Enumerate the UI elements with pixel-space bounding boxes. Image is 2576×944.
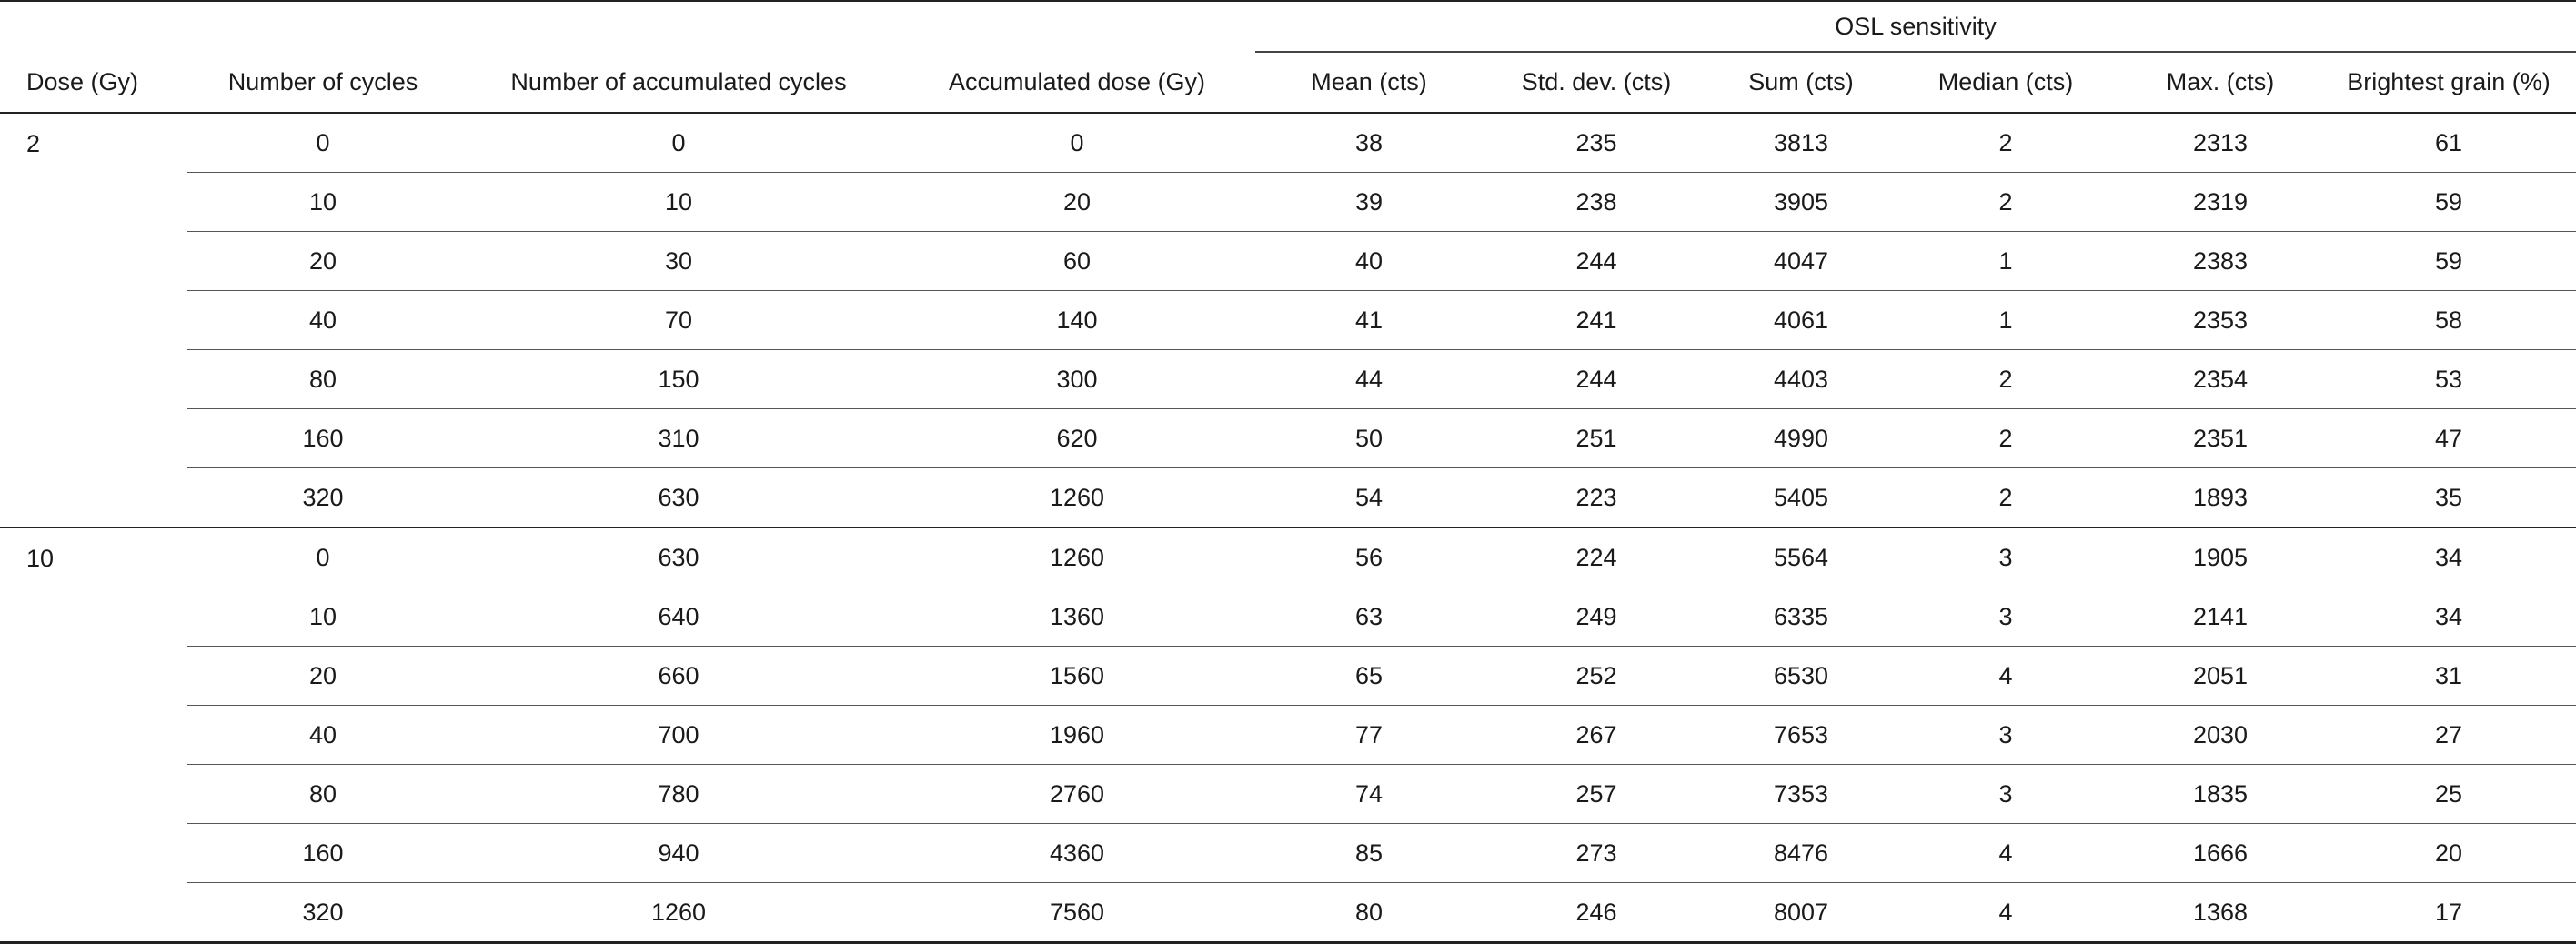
table-cell: 150 <box>458 350 899 409</box>
column-header-median: Median (cts) <box>1892 52 2119 113</box>
column-header-sum: Sum (cts) <box>1710 52 1892 113</box>
table-cell: 320 <box>187 468 458 528</box>
table-cell: 5405 <box>1710 468 1892 528</box>
table-cell: 320 <box>187 883 458 943</box>
table-cell: 3813 <box>1710 113 1892 173</box>
table-cell: 2 <box>1892 173 2119 232</box>
table-cell: 56 <box>1255 527 1483 587</box>
table-cell: 780 <box>458 765 899 824</box>
table-cell: 3905 <box>1710 173 1892 232</box>
table-cell: 640 <box>458 587 899 647</box>
table-cell: 4403 <box>1710 350 1892 409</box>
table-cell: 2760 <box>899 765 1255 824</box>
table-cell: 41 <box>1255 291 1483 350</box>
table-cell: 8007 <box>1710 883 1892 943</box>
table-cell: 1260 <box>899 468 1255 528</box>
table-cell: 3 <box>1892 587 2119 647</box>
table-cell: 59 <box>2321 232 2576 291</box>
table-row <box>0 350 2576 409</box>
table-cell: 2 <box>1892 350 2119 409</box>
table-cell: 60 <box>899 232 1255 291</box>
table-cell: 2354 <box>2119 350 2321 409</box>
table-cell: 249 <box>1483 587 1710 647</box>
table-row <box>0 527 2576 587</box>
table-row <box>0 587 2576 647</box>
table-cell: 40 <box>187 706 458 765</box>
table-cell: 53 <box>2321 350 2576 409</box>
table-cell: 2051 <box>2119 647 2321 706</box>
table-cell: 244 <box>1483 350 1710 409</box>
table-cell: 30 <box>458 232 899 291</box>
column-header-number-of-cycles: Number of cycles <box>187 52 458 113</box>
table-cell: 1905 <box>2119 527 2321 587</box>
table-cell: 267 <box>1483 706 1710 765</box>
table-cell: 25 <box>2321 765 2576 824</box>
table-cell: 1 <box>1892 291 2119 350</box>
table-cell: 1960 <box>899 706 1255 765</box>
table-cell: 1260 <box>458 883 899 943</box>
table-cell: 238 <box>1483 173 1710 232</box>
table-row <box>0 173 2576 232</box>
table-cell: 35 <box>2321 468 2576 528</box>
table-cell: 38 <box>1255 113 1483 173</box>
table-cell: 54 <box>1255 468 1483 528</box>
table-cell: 80 <box>1255 883 1483 943</box>
table-cell: 4990 <box>1710 409 1892 468</box>
table-cell: 40 <box>1255 232 1483 291</box>
table-cell: 7653 <box>1710 706 1892 765</box>
table-cell: 1368 <box>2119 883 2321 943</box>
table-cell: 273 <box>1483 824 1710 883</box>
table-cell: 3 <box>1892 706 2119 765</box>
table-cell: 8476 <box>1710 824 1892 883</box>
column-header-max: Max. (cts) <box>2119 52 2321 113</box>
table-cell: 44 <box>1255 350 1483 409</box>
table-row <box>0 468 2576 528</box>
table-cell: 940 <box>458 824 899 883</box>
table-cell: 40 <box>187 291 458 350</box>
dose-group-label: 10 <box>0 527 187 943</box>
table-row <box>0 647 2576 706</box>
table-cell: 0 <box>899 113 1255 173</box>
table-cell: 1893 <box>2119 468 2321 528</box>
table-cell: 58 <box>2321 291 2576 350</box>
table-cell: 4061 <box>1710 291 1892 350</box>
table-row <box>0 706 2576 765</box>
table-cell: 241 <box>1483 291 1710 350</box>
table-cell: 2 <box>1892 468 2119 528</box>
table-cell: 4360 <box>899 824 1255 883</box>
table-cell: 20 <box>2321 824 2576 883</box>
table-cell: 300 <box>899 350 1255 409</box>
column-header-accumulated-dose: Accumulated dose (Gy) <box>899 52 1255 113</box>
table-cell: 140 <box>899 291 1255 350</box>
table-cell: 630 <box>458 527 899 587</box>
table-cell: 257 <box>1483 765 1710 824</box>
table-cell: 1 <box>1892 232 2119 291</box>
table-cell: 1560 <box>899 647 1255 706</box>
table-cell: 77 <box>1255 706 1483 765</box>
table-cell: 7353 <box>1710 765 1892 824</box>
table-cell: 74 <box>1255 765 1483 824</box>
table-cell: 0 <box>458 113 899 173</box>
table-cell: 63 <box>1255 587 1483 647</box>
table-row <box>0 113 2576 173</box>
table-cell: 4 <box>1892 824 2119 883</box>
table-cell: 70 <box>458 291 899 350</box>
table-cell: 34 <box>2321 587 2576 647</box>
group-header-osl-sensitivity: OSL sensitivity <box>1255 1 2576 52</box>
table-header <box>0 1 2576 113</box>
table-row <box>0 291 2576 350</box>
table-cell: 244 <box>1483 232 1710 291</box>
table-cell: 620 <box>899 409 1255 468</box>
table-cell: 0 <box>187 113 458 173</box>
table-cell: 20 <box>899 173 1255 232</box>
table-cell: 3 <box>1892 765 2119 824</box>
table-row <box>0 824 2576 883</box>
table-row <box>0 883 2576 943</box>
table-cell: 59 <box>2321 173 2576 232</box>
table-cell: 80 <box>187 350 458 409</box>
table-cell: 20 <box>187 647 458 706</box>
table-cell: 2351 <box>2119 409 2321 468</box>
column-header-std-dev: Std. dev. (cts) <box>1483 52 1710 113</box>
table-cell: 85 <box>1255 824 1483 883</box>
table-cell: 235 <box>1483 113 1710 173</box>
table-cell: 6530 <box>1710 647 1892 706</box>
table-cell: 5564 <box>1710 527 1892 587</box>
table-cell: 630 <box>458 468 899 528</box>
column-header-dose: Dose (Gy) <box>0 52 187 113</box>
table-cell: 251 <box>1483 409 1710 468</box>
table-cell: 252 <box>1483 647 1710 706</box>
table-cell: 6335 <box>1710 587 1892 647</box>
table-cell: 20 <box>187 232 458 291</box>
table-cell: 39 <box>1255 173 1483 232</box>
table-cell: 1260 <box>899 527 1255 587</box>
table-cell: 2383 <box>2119 232 2321 291</box>
table-cell: 65 <box>1255 647 1483 706</box>
table-cell: 2319 <box>2119 173 2321 232</box>
table-cell: 224 <box>1483 527 1710 587</box>
table-cell: 10 <box>187 173 458 232</box>
table-cell: 17 <box>2321 883 2576 943</box>
table-cell: 700 <box>458 706 899 765</box>
table-cell: 4 <box>1892 647 2119 706</box>
table-cell: 4047 <box>1710 232 1892 291</box>
table-cell: 246 <box>1483 883 1710 943</box>
table-cell: 660 <box>458 647 899 706</box>
table-cell: 1360 <box>899 587 1255 647</box>
column-header-brightest-grain: Brightest grain (%) <box>2321 52 2576 113</box>
table-cell: 10 <box>458 173 899 232</box>
table-row <box>0 232 2576 291</box>
table-cell: 1835 <box>2119 765 2321 824</box>
table-row <box>0 765 2576 824</box>
table-cell: 160 <box>187 409 458 468</box>
table-cell: 223 <box>1483 468 1710 528</box>
table-cell: 2 <box>1892 113 2119 173</box>
dose-group-label: 2 <box>0 113 187 527</box>
table-cell: 1666 <box>2119 824 2321 883</box>
table-cell: 310 <box>458 409 899 468</box>
table-cell: 2030 <box>2119 706 2321 765</box>
table-cell: 160 <box>187 824 458 883</box>
table-cell: 7560 <box>899 883 1255 943</box>
table-cell: 31 <box>2321 647 2576 706</box>
table-cell: 27 <box>2321 706 2576 765</box>
table-cell: 61 <box>2321 113 2576 173</box>
table-cell: 2 <box>1892 409 2119 468</box>
column-header-mean: Mean (cts) <box>1255 52 1483 113</box>
table-cell: 2313 <box>2119 113 2321 173</box>
table-cell: 34 <box>2321 527 2576 587</box>
table-row <box>0 409 2576 468</box>
table-cell: 0 <box>187 527 458 587</box>
table-cell: 2353 <box>2119 291 2321 350</box>
table-cell: 47 <box>2321 409 2576 468</box>
table-cell: 10 <box>187 587 458 647</box>
table-cell: 80 <box>187 765 458 824</box>
table-cell: 50 <box>1255 409 1483 468</box>
table-cell: 4 <box>1892 883 2119 943</box>
table-cell: 2141 <box>2119 587 2321 647</box>
table-body <box>0 113 2576 943</box>
table-cell: 3 <box>1892 527 2119 587</box>
column-header-accumulated-cycles: Number of accumulated cycles <box>458 52 899 113</box>
